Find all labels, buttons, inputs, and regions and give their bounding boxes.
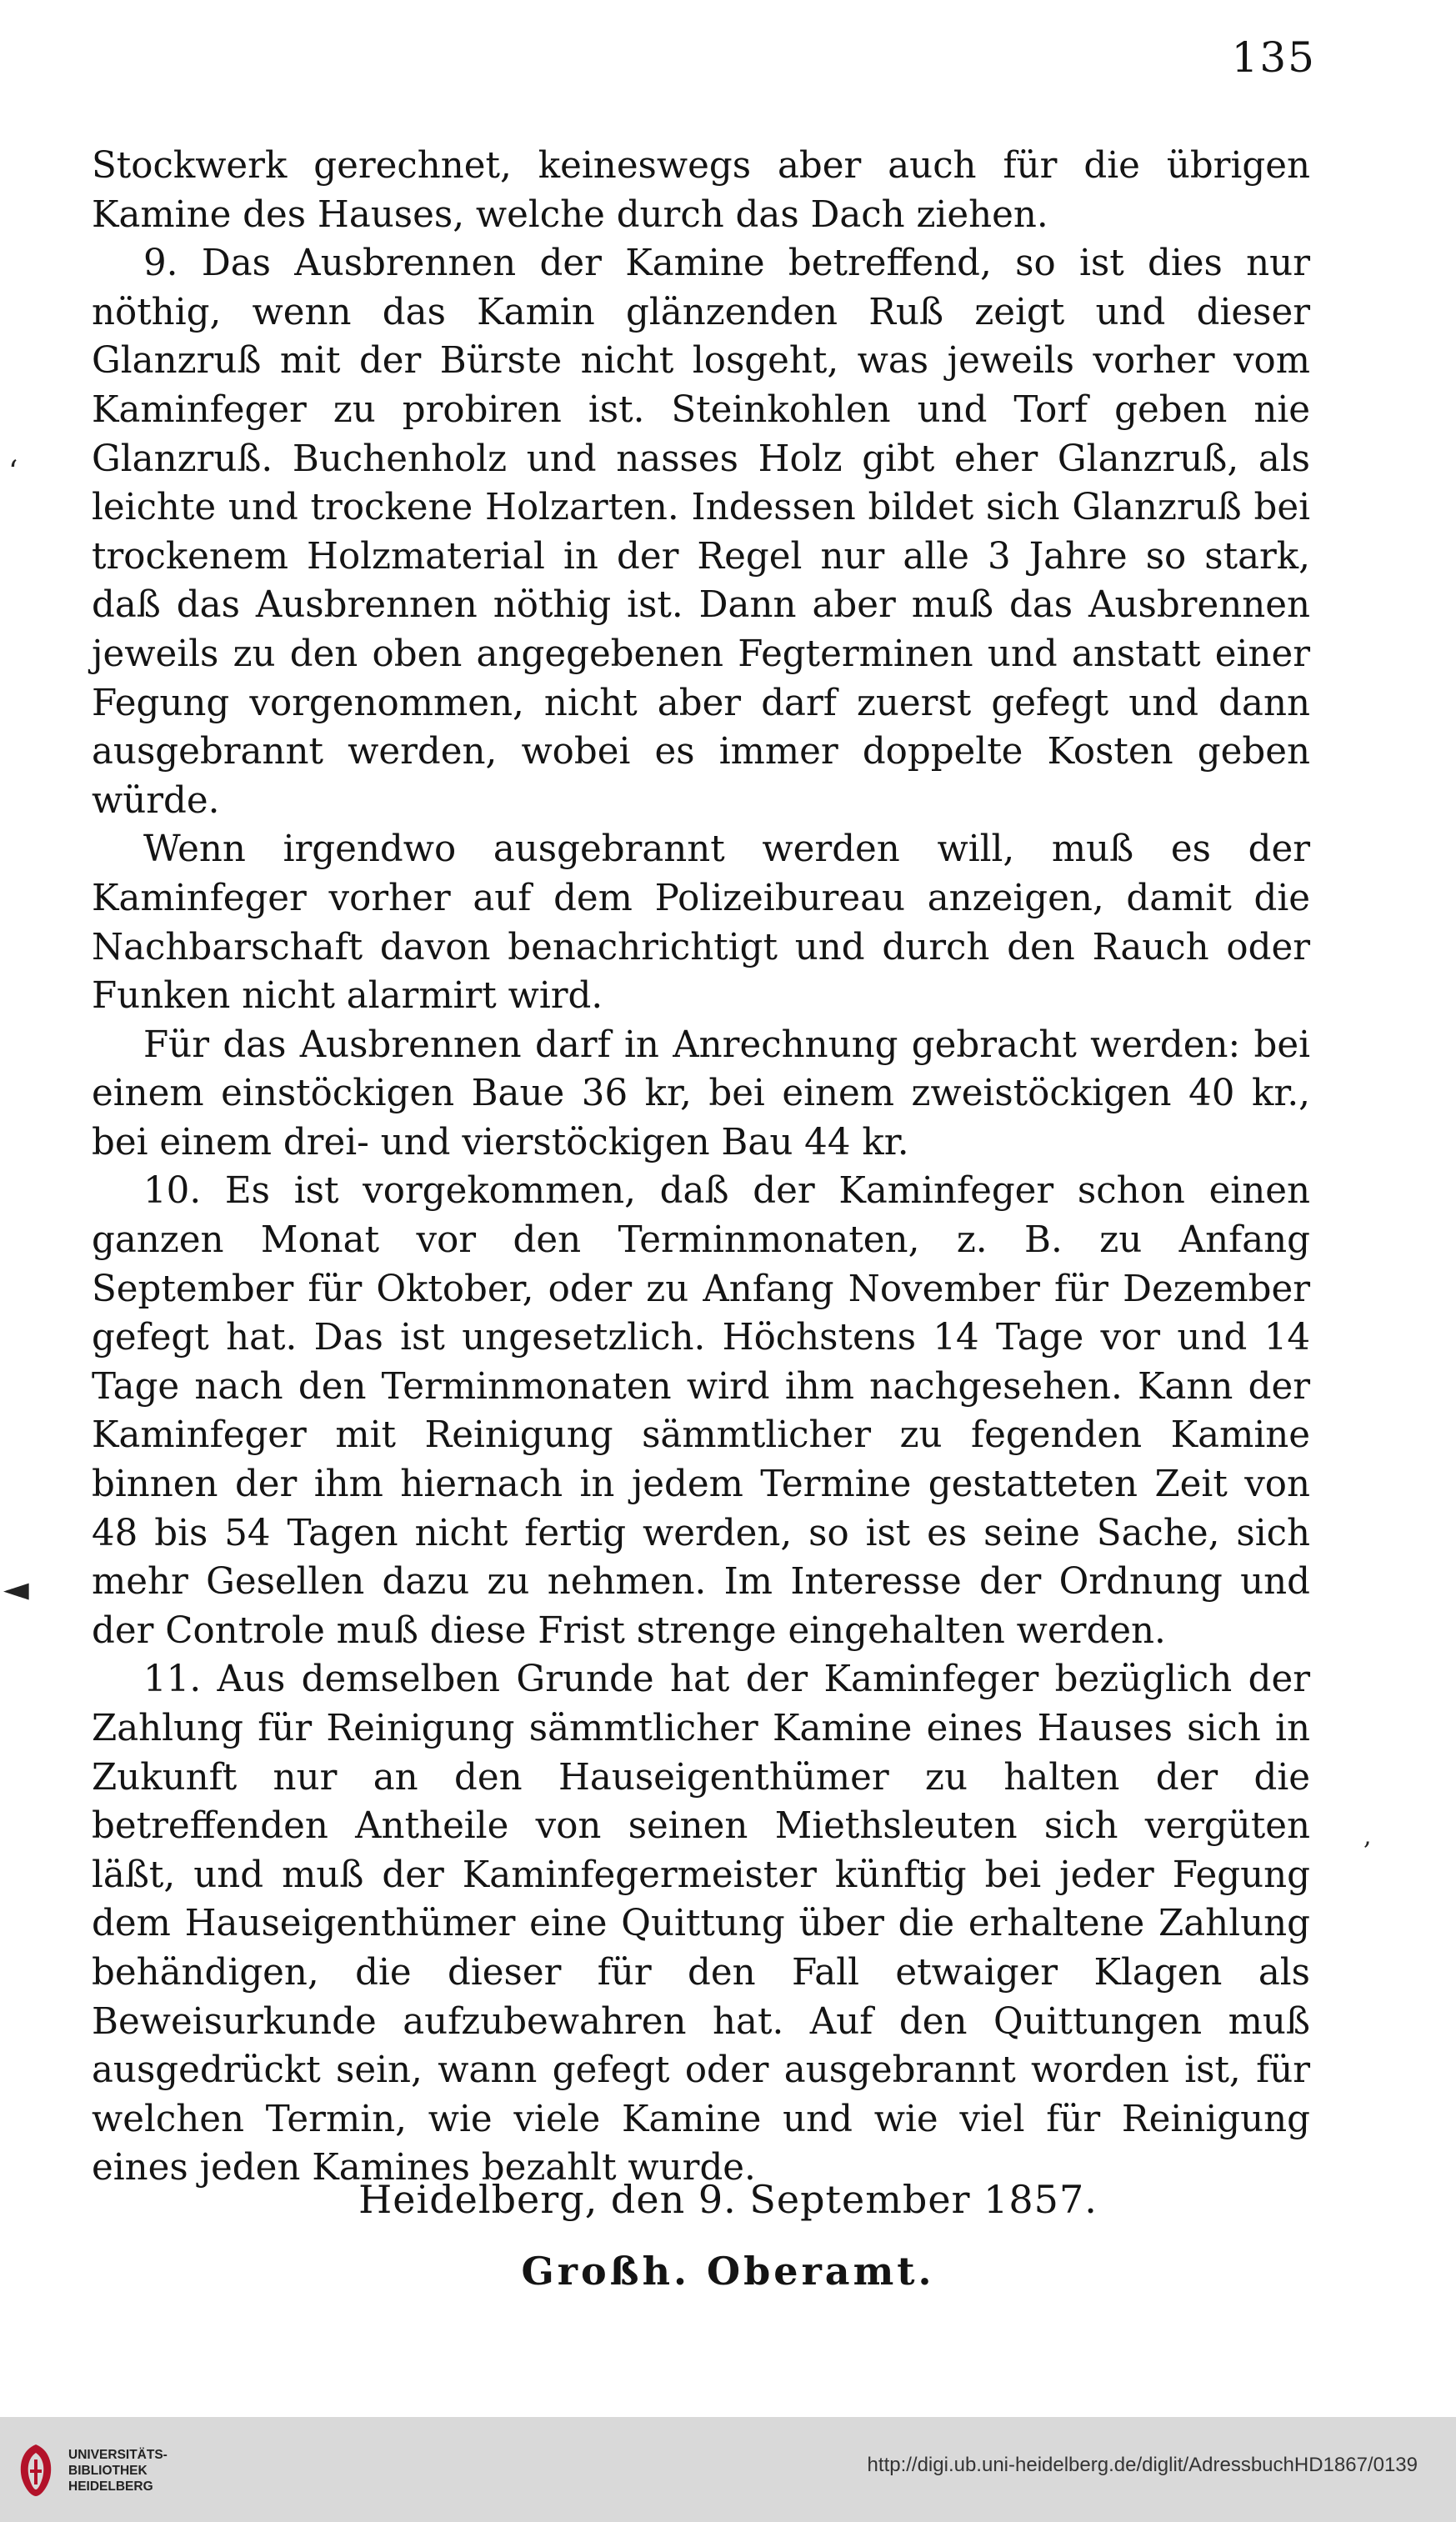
library-footer-bar — [0, 2417, 1456, 2522]
paragraph-9: 9. Das Ausbrennen der Kamine betreffend, so ist dies nur nöthig, wenn das Kamin glänzenden Ruß zeigt und dieser Glanzruß mit der Bürste nicht losgeht, was jeweils vorher vom Kaminfeger zu probiren ist. Steinkohlen und Torf geben nie Glanzruß. Buchenholz und nasses Holz gibt eher Glanzruß, als leichte und trockene Holzarten. Indessen bildet sich Glanzruß bei trockenem Holzmaterial in der Regel nur alle 3 Jahre so stark, daß das Ausbrennen nöthig ist. Dann aber muß das Ausbrennen jeweils zu den oben angegebenen Fegterminen und anstatt einer Fegung vorgenommen, nicht aber darf zuerst gefegt und dann ausgebrannt werden, wobei es immer doppelte Kosten geben würde. — [92, 243, 1310, 822]
paragraph-11: 11. Aus demselben Grunde hat der Kaminfeger bezüglich der Zahlung für Reinigung sämmtlicher Kamine eines Hauses sich in Zukunft nur an den Hauseigenthümer zu halten der die betreffenden Antheile von seinen Miethsleuten sich vergüten läßt, und muß der Kaminfegermeister künftig bei jeder Fegung dem Hauseigenthümer eine Quittung über die erhaltene Zahlung behändigen, die dieser für den Fall etwaiger Klagen als Beweisurkunde aufzubewahren hat. Auf den Quittungen muß ausgedrückt sein, wann gefegt oder ausgebrannt worden ist, für welchen Termin, wie viele Kamine und wie viel für Reinigung eines jeden Kamines bezahlt wurde. — [92, 1659, 1310, 2189]
library-logo-text — [68, 2447, 168, 2494]
paragraph-9-notice: Wenn irgendwo ausgebrannt werden will, muß es der Kaminfeger vorher auf dem Polizeibureau anzeigen, damit die Nachbarschaft davon benachrichtigt und durch den Rauch oder Funken nicht alarmirt wird. — [92, 828, 1310, 1018]
page-number: 135 — [1231, 33, 1316, 82]
margin-mark: ‘ — [8, 455, 18, 489]
place-date-line: Heidelberg, den 9. September 1857. — [358, 2177, 1098, 2222]
document-body — [92, 142, 1310, 2193]
margin-arrow-mark: ◄ — [3, 1570, 29, 1609]
logo-line: HEIDELBERG — [68, 2479, 153, 2494]
paragraph-9-fees: Für das Ausbrennen darf in Anrechnung gebracht werden: bei einem einstöckigen Baue 36 kr, bei einem zweistöckigen 40 kr., bei einem drei- und vierstöckigen Bau 44 kr. — [92, 1023, 1310, 1163]
logo-line: BIBLIOTHEK — [68, 2463, 148, 2478]
university-seal-icon — [12, 2441, 60, 2499]
margin-mark: , — [1363, 1822, 1372, 1851]
authority-signature: Großh. Oberamt. — [521, 2249, 935, 2294]
logo-line: UNIVERSITÄTS- — [68, 2447, 168, 2462]
paragraph-continuation: Stockwerk gerechnet, keineswegs aber auch für die übrigen Kamine des Hauses, welche durch das Dach ziehen. — [92, 145, 1310, 236]
source-url-link[interactable]: http://digi.ub.uni-heidelberg.de/diglit/AdressbuchHD1867/0139 — [867, 2454, 1418, 2476]
library-logo[interactable] — [12, 2435, 195, 2505]
paragraph-10: 10. Es ist vorgekommen, daß der Kaminfeger schon einen ganzen Monat vor den Terminmonaten, z. B. zu Anfang September für Oktober, oder zu Anfang November für Dezember gefegt hat. Das ist ungesetzlich. Höchstens 14 Tage vor und 14 Tage nach den Terminmonaten wird ihm nachgesehen. Kann der Kaminfeger mit Reinigung sämmtlicher zu fegenden Kamine binnen der ihm hiernach in jedem Termine gestatteten Zeit von 48 bis 54 Tagen nicht fertig werden, so ist es seine Sache, sich mehr Gesellen dazu zu nehmen. Im Interesse der Ordnung und der Controle muß diese Frist strenge eingehalten werden. — [92, 1170, 1310, 1652]
